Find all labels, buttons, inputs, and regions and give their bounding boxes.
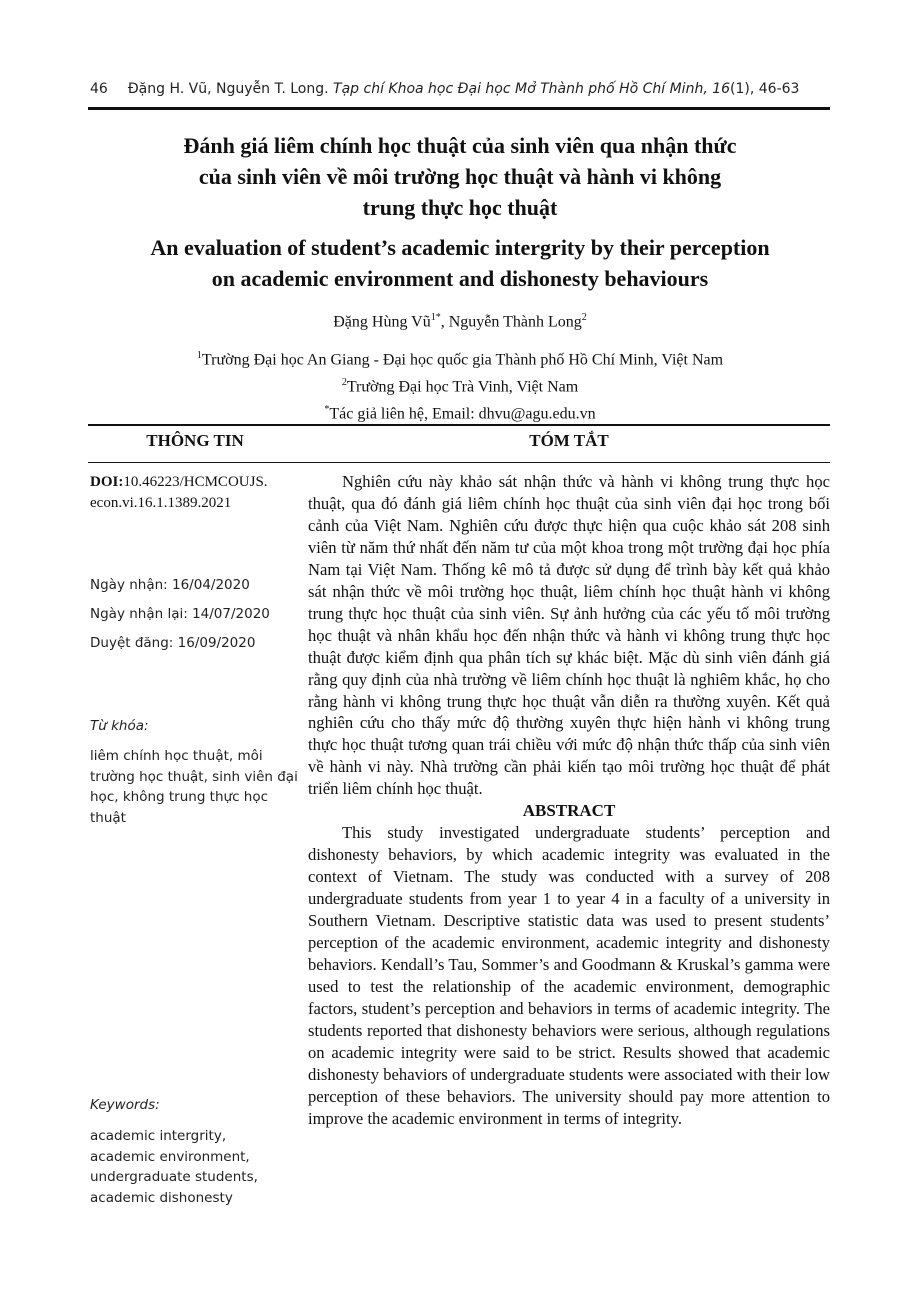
running-head bbox=[90, 81, 830, 97]
affiliations bbox=[90, 345, 830, 425]
doi bbox=[90, 472, 305, 514]
abstract-heading: ABSTRACT bbox=[522, 801, 616, 821]
title-line: Đánh giá liêm chính học thuật của sinh viên qua nhận thức bbox=[183, 133, 737, 158]
running-authors: Đặng H. Vũ, Nguyễn T. Long. bbox=[127, 81, 329, 97]
summary-vietnamese: Nghiên cứu này khảo sát nhận thức và hành vi không trung thực học thuật, qua đó đánh giá liêm chính học thuật của sinh viên đại học trong bối cảnh của Việt Nam. Nghiên cứu được thực hiện qua cuộc khảo sát 208 sinh viên từ năm thứ nhất đến năm tư của một khoa trong một trường đại học phía Nam tại Việt Nam. Thống kê mô tả được sử dụng để trình bày kết quả khảo sát nhận thức về môi trường học thuật, liêm chính học thuật hành vi không trung thực học thuật của sinh viên. Sự ảnh hưởng của các yếu tố môi trường học thuật và nhân khẩu học đến nhận thức và hành vi không trung thực học thuật được kiểm định qua phân tích sự khác biệt. Mặc dù sinh viên đánh giá rằng quy định của nhà trường về liêm chính học thuật là nghiêm khắc, họ cho rằng hành vi không trung thực học thuật vẫn diễn ra thường xuyên. Kết quả nghiên cứu cho thấy mức độ thường xuyên thực hiện hành vi không trung thực học thuật tương quan trái chiều với mức độ nhận thức thấp của sinh viên về hành vi này. Nhà trường cần phải kiến tạo môi trường học thuật để phát triển liêm chính học thuật. bbox=[308, 472, 830, 799]
summary-heading: TÓM TẮT bbox=[529, 431, 609, 450]
author-mark: 2 bbox=[581, 312, 587, 323]
issue-pages: (1), 46-63 bbox=[730, 81, 800, 97]
title-vietnamese bbox=[90, 130, 830, 223]
author-mark: 1* bbox=[430, 312, 441, 323]
title-line: An evaluation of student’s academic intergrity by their perception bbox=[150, 235, 770, 260]
affiliation bbox=[90, 345, 830, 372]
affiliation bbox=[90, 372, 830, 399]
affiliation-mark: * bbox=[324, 403, 330, 415]
info-heading: THÔNG TIN bbox=[146, 431, 244, 450]
journal-name: Tạp chí Khoa học Đại học Mở Thành phố Hồ Chí Minh, bbox=[333, 81, 708, 97]
article-info bbox=[90, 472, 305, 1206]
author-list: Đặng Hùng $Vũ^{1*}$, Nguyễn Thành Long$^2$ bbox=[333, 312, 587, 331]
affiliation-mark: 1 bbox=[196, 350, 202, 361]
title-line: của sinh viên về môi trường học thuật và hành vi không bbox=[198, 164, 722, 189]
revised-date: Ngày nhận lại: 14/07/2020 bbox=[90, 606, 270, 622]
abstract-column bbox=[308, 471, 830, 1130]
received-date: Ngày nhận: 16/04/2020 bbox=[90, 577, 250, 593]
author-name: Nguyễn Thành Long bbox=[448, 313, 582, 331]
affiliation bbox=[90, 399, 830, 426]
title-line: on academic environment and dishonesty behaviours bbox=[211, 266, 709, 291]
volume: 16 bbox=[712, 81, 731, 97]
affiliation-text: Trường Đại học An Giang - Đại học quốc gia Thành phố Hồ Chí Minh, Việt Nam bbox=[201, 351, 724, 369]
page-number: 46 bbox=[90, 81, 108, 97]
section-rule bbox=[88, 462, 830, 463]
title-english bbox=[90, 232, 830, 294]
title-line: trung thực học thuật bbox=[362, 195, 558, 220]
doi-value: 10.46223/HCMCOUJS. bbox=[123, 474, 268, 490]
keywords-vi-label: Từ khóa: bbox=[90, 718, 149, 734]
section-rule-top bbox=[88, 424, 830, 426]
affiliation-mark: 2 bbox=[341, 376, 347, 388]
abstract-english: This study investigated undergraduate students’ perception and dishonesty behaviors, by which academic integrity was evaluated in the context of Vietnam. The study was conducted with a survey of 208 undergraduate students from year 1 to year 4 in a faculty of a university in Southern Vietnam. Descriptive statistic data was used to present students’ perception of the academic environment, academic integrity and dishonesty behaviors. Kendall’s Tau, Sommer’s and Goodmann & Kruskal’s gamma were used to test the relationship of the academic environment, demographic factors, student’s perception and behaviors in terms of academic integrity. The students reported that dishonesty behaviors were serious, although regulations on academic integrity were said to be strict. Results showed that academic dishonesty behaviors of undergraduate students were associated with their low perception of these behaviors. The university should pay more attention to improve the academic environment in terms of integrity. bbox=[308, 823, 830, 1128]
author-name: Đặng Hùng Vũ bbox=[333, 313, 431, 331]
accepted-date: Duyệt đăng: 16/09/2020 bbox=[90, 635, 256, 651]
doi-value-cont: econ.vi.16.1.1389.2021 bbox=[90, 495, 232, 511]
keywords-vi: liêm chính học thuật, môi trường học thuật, sinh viên đại học, không trung thực học thuật bbox=[90, 748, 298, 826]
doi-label: DOI: bbox=[90, 474, 124, 490]
affiliation-text: Tác giả liên hệ, Email: dhvu@agu.edu.vn bbox=[329, 404, 596, 422]
affiliation-text: Trường Đại học Trà Vinh, Việt Nam bbox=[346, 378, 579, 396]
keywords-en-label: Keywords: bbox=[90, 1097, 160, 1113]
keywords-en: academic intergrity, academic environment, undergraduate students, academic dishonesty bbox=[90, 1128, 258, 1206]
header-rule bbox=[88, 107, 830, 110]
